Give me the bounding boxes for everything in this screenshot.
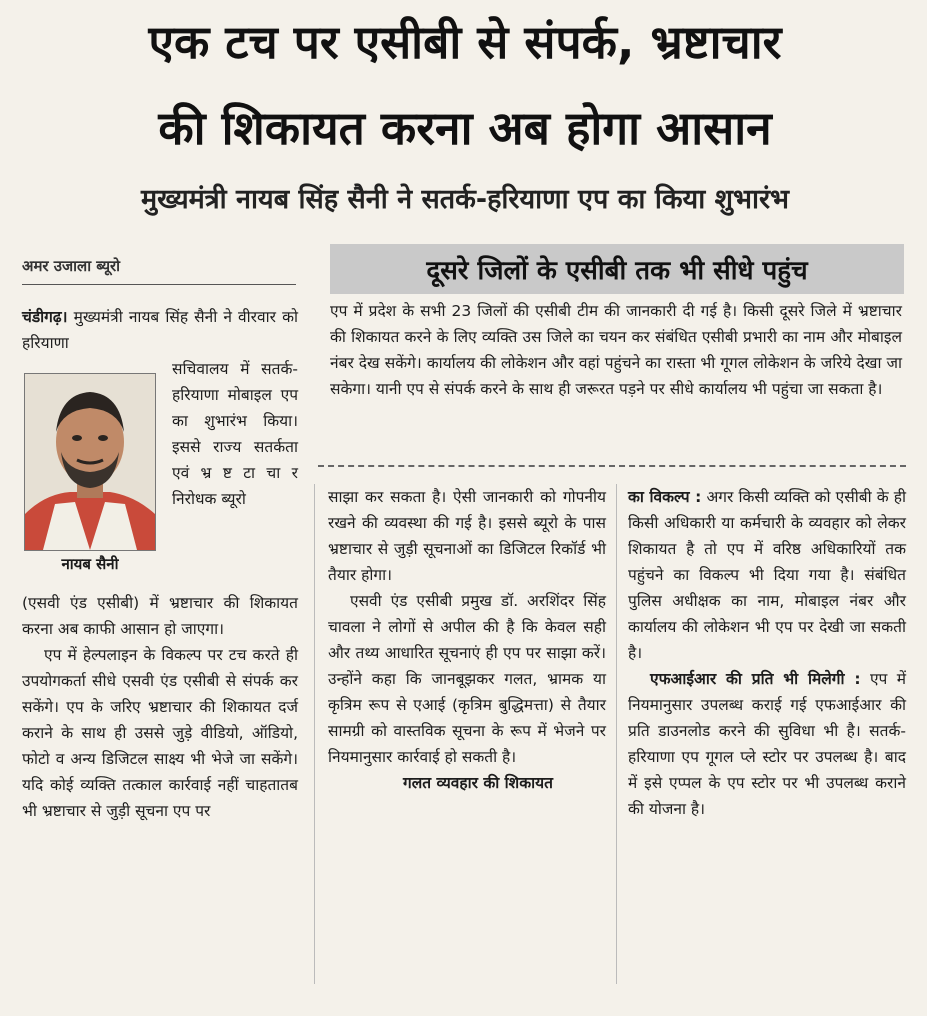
dateline: चंडीगढ़। bbox=[22, 308, 68, 326]
portrait-photo bbox=[24, 373, 156, 551]
box-paragraph: एप में प्रदेश के सभी 23 जिलों की एसीबी टीम की जानकारी दी गई है। किसी दूसरे जिले में भ्रष्टाचार की शिकायत करने के लिए व्यक्ति उस जिले का चयन कर संबंधित एसीबी प्रभारी का नाम और मोबाइल नंबर देख सकेंगे। कार्यालय की लोकेशन और वहां पहुंचने का रास्ता भी गूगल लोकेशन के जरिये देखा जा सकेगा। यानी एप से संपर्क करने के साथ ही जरूरत पड़ने पर सीधे कार्यालय भी पहुंचा जा सकता है। bbox=[330, 302, 902, 398]
column-3 bbox=[628, 484, 906, 822]
column-2-para-1: साझा कर सकता है। ऐसी जानकारी को गोपनीय रखने की व्यवस्था की गई है। इससे ब्यूरो के पास भ्रष्टाचार से जुड़ी सूचनाओं का डिजिटल रिकॉर्ड भी तैयार होगा। bbox=[328, 488, 606, 584]
column-1-top bbox=[22, 304, 298, 356]
photo-caption: नायब सैनी bbox=[61, 555, 119, 573]
portrait-illustration bbox=[25, 374, 155, 550]
byline: अमर उजाला ब्यूरो bbox=[22, 257, 121, 275]
column-rule-2 bbox=[616, 484, 617, 984]
column-3-lead: का विकल्प : bbox=[628, 488, 702, 506]
column-1-para-1-end: (एसवी एंड एसीबी) में भ्रष्टाचार की शिकायत करना अब काफी आसान हो जाएगा। bbox=[22, 594, 298, 638]
column-2 bbox=[328, 484, 606, 796]
dashed-divider bbox=[318, 465, 906, 467]
column-2-para-2: एसवी एंड एसीबी प्रमुख डॉ. अरशिंदर सिंह चावला ने लोगों से अपील की है कि केवल सही और तथ्य आधारित सूचनाएं ही एप पर साझा करें। उन्होंने कहा कि जानबूझकर गलत, भ्रामक या कृत्रिम रूप से एआई (कृत्रिम बुद्धिमत्ता) से तैयार सामग्री को वास्तविक सूचना के रूप में भेजने पर नियमानुसार कार्रवाई हो सकती है। bbox=[328, 592, 606, 766]
byline-divider bbox=[22, 284, 296, 285]
column-3-para-2: एप में नियमानुसार उपलब्ध कराई गई एफआईआर की प्रति डाउनलोड करने की सुविधा भी है। सतर्क-हरियाणा एप गूगल प्ले स्टोर पर उपलब्ध है। बाद में इसे एप्पल के एप स्टोर पर भी उपलब्ध कराने की योजना है। bbox=[628, 670, 906, 818]
headline-line-1: एक टच पर एसीबी से संपर्क, भ्रष्टाचार bbox=[148, 15, 782, 69]
column-1-narrow bbox=[172, 356, 298, 512]
column-1-rest bbox=[22, 590, 298, 824]
column-1-para-2: एप में हेल्पलाइन के विकल्प पर टच करते ही उपयोगकर्ता सीधे एसवी एंड एसीबी से संपर्क कर सकेंगे। एप के जरिए भ्रष्टाचार की शिकायत दर्ज कराने के साथ ही उससे जुड़े वीडियो, ऑडियो, फोटो व अन्य डिजिटल साक्ष्य भी भेजे जा सकेंगे। यदि कोई व्यक्ति तत्काल कार्रवाई नहीं चाहतातब भी भ्रष्टाचार से जुड़ी सूचना एप पर bbox=[22, 646, 298, 820]
column-3-subheading: एफआईआर की प्रति भी मिलेगी : bbox=[650, 670, 861, 688]
column-1-opening: मुख्यमंत्री नायब सिंह सैनी ने वीरवार को हरियाणा bbox=[22, 308, 298, 352]
column-3-para-1: अगर किसी व्यक्ति को एसीबी के ही किसी अधिकारी या कर्मचारी के व्यवहार को लेकर शिकायत है तो एप में वरिष्ठ अधिकारियों तक पहुंचने का विकल्प भी दिया गया है। संबंधित पुलिस अधीक्षक का नाम, मोबाइल नंबर और कार्यालय की लोकेशन भी एप पर देखी जा सकती है। bbox=[628, 488, 906, 662]
column-1-narrow-text: सचिवालय में सतर्क-हरियाणा मोबाइल एप का शुभारंभ किया। इससे राज्य सतर्कता एवं भ्र ष्ट टा चा र निरोधक ब्यूरो bbox=[172, 360, 298, 508]
headline-line-2: की शिकायत करना अब होगा आसान bbox=[158, 101, 772, 155]
column-2-subheading: गलत व्यवहार की शिकायत bbox=[403, 774, 553, 792]
column-rule-1 bbox=[314, 484, 315, 984]
box-title: दूसरे जिलों के एसीबी तक भी सीधे पहुंच bbox=[330, 244, 904, 294]
subheadline: मुख्यमंत्री नायब सिंह सैनी ने सतर्क-हरियाणा एप का किया शुभारंभ bbox=[141, 184, 789, 215]
